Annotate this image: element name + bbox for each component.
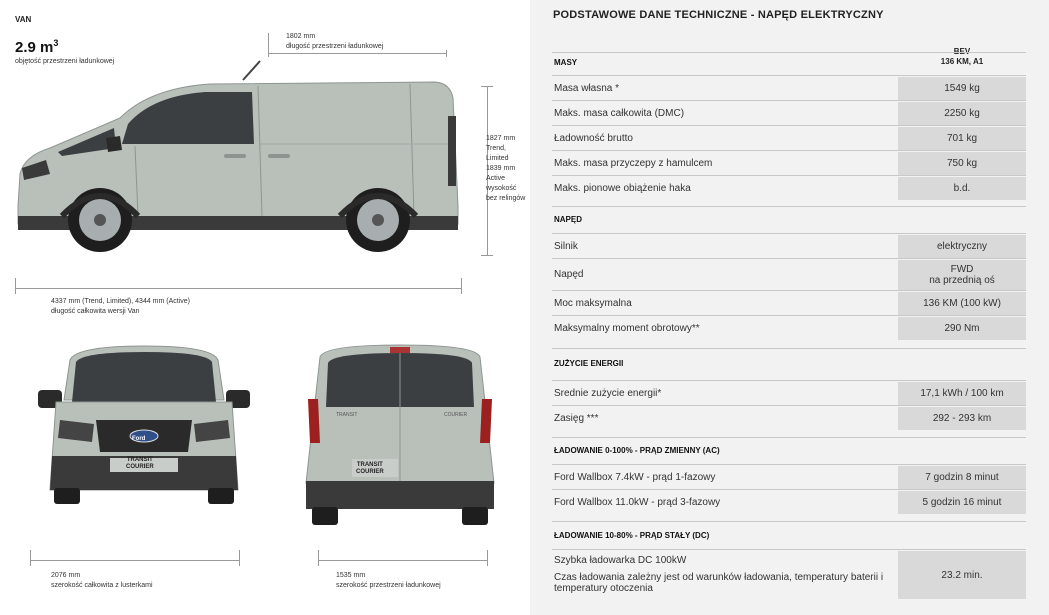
spec-label: Zasięg *** bbox=[554, 412, 599, 424]
spec-row bbox=[552, 405, 1026, 430]
spec-value: 1549 kg bbox=[898, 77, 1026, 100]
spec-value: 5 godzin 16 minut bbox=[898, 491, 1026, 514]
height-text: 1827 mm Trend, Limited 1839 mm Active wysokość bez relingów bbox=[486, 135, 526, 202]
spec-label: Szybka ładowarka DC 100kW Czas ładowania zależny jest od warunków ładowania, temperatury baterii i temperatury otoczenia bbox=[554, 555, 884, 594]
section-heading-ac: ŁADOWANIE 0-100% - PRĄD ZMIENNY (AC) bbox=[554, 446, 720, 455]
spec-label: Maks. masa całkowita (DMC) bbox=[554, 107, 685, 119]
spec-value: b.d. bbox=[898, 177, 1026, 200]
cargo-length-tick bbox=[268, 33, 269, 57]
spec-value: FWD na przednią oś bbox=[898, 260, 1026, 290]
spec-label: Moc maksymalna bbox=[554, 297, 632, 309]
cargo-width-text: 1535 mm szerokość przestrzeni ładunkowej bbox=[336, 572, 441, 589]
width-line bbox=[30, 560, 240, 561]
spec-row bbox=[552, 150, 1026, 175]
rear-left-badge: TRANSIT bbox=[336, 412, 358, 418]
spec-label: Silnik bbox=[554, 240, 578, 252]
spec-value: 292 - 293 km bbox=[898, 407, 1026, 430]
spec-row bbox=[552, 75, 1026, 100]
spec-row bbox=[552, 233, 1026, 258]
section-divider bbox=[552, 437, 1026, 438]
spec-value: 701 kg bbox=[898, 127, 1026, 150]
spec-label: Maksymalny moment obrotowy** bbox=[554, 322, 700, 334]
cargo-volume-value: 2.9 $m^3$ bbox=[15, 38, 59, 56]
total-length-tick bbox=[15, 278, 16, 294]
width-tick bbox=[239, 550, 240, 566]
rear-right-badge: COURIER bbox=[444, 412, 468, 418]
spec-row bbox=[552, 464, 1026, 489]
width-text: 2076 mm szerokość całkowita z lusterkami bbox=[51, 572, 153, 589]
section-divider bbox=[552, 206, 1026, 207]
ford-badge: Ford bbox=[132, 436, 146, 442]
spec-row bbox=[552, 290, 1026, 315]
vehicle-type-label: VAN bbox=[15, 15, 32, 24]
spec-value: 290 Nm bbox=[898, 317, 1026, 340]
cargo-length-text: 1802 mm długość przestrzeni ładunkowej bbox=[286, 33, 384, 50]
spec-table-panel bbox=[530, 0, 1049, 615]
spec-value: 750 kg bbox=[898, 152, 1026, 175]
spec-label: Ford Wallbox 7.4kW - prąd 1-fazowy bbox=[554, 471, 716, 483]
spec-label: Masa własna * bbox=[554, 82, 620, 94]
section-divider bbox=[552, 521, 1026, 522]
rear-model-plate: TRANSIT COURIER bbox=[356, 462, 384, 475]
spec-label: Ładowność brutto bbox=[554, 132, 633, 144]
spec-row bbox=[552, 100, 1026, 125]
cargo-volume-label: objętość przestrzeni ładunkowej bbox=[15, 58, 115, 65]
van-rear-view bbox=[300, 343, 500, 533]
height-tick bbox=[481, 255, 493, 256]
spec-row bbox=[552, 125, 1026, 150]
cargo-width-tick bbox=[487, 550, 488, 566]
spec-row bbox=[552, 258, 1026, 290]
section-divider bbox=[552, 52, 1026, 53]
spec-row bbox=[552, 549, 1026, 599]
section-divider bbox=[552, 348, 1026, 349]
cargo-width-line bbox=[318, 560, 488, 561]
spec-label: Napęd bbox=[554, 269, 584, 280]
spec-label: Maks. pionowe obiążenie haka bbox=[554, 182, 691, 194]
spec-value: 2250 kg bbox=[898, 102, 1026, 125]
section-heading-energy: ZUŻYCIE ENERGII bbox=[554, 359, 624, 368]
spec-title: PODSTAWOWE DANE TECHNICZNE - NAPĘD ELEKTRYCZNY bbox=[553, 9, 884, 21]
total-length-line bbox=[15, 288, 462, 289]
spec-label: Srednie zużycie energii* bbox=[554, 387, 662, 399]
cargo-length-line bbox=[268, 53, 446, 54]
spec-value: 23.2 min. bbox=[898, 551, 1026, 599]
section-heading-naped: NAPĘD bbox=[554, 215, 583, 224]
van-front-view bbox=[36, 340, 252, 510]
spec-value: 136 KM (100 kW) bbox=[898, 292, 1026, 315]
section-heading-dc: ŁADOWANIE 10-80% - PRĄD STAŁY (DC) bbox=[554, 531, 710, 540]
spec-row bbox=[552, 315, 1026, 340]
spec-label: Maks. masa przyczepy z hamulcem bbox=[554, 157, 713, 169]
spec-row bbox=[552, 489, 1026, 514]
spec-label: Ford Wallbox 11.0kW - prąd 3-fazowy bbox=[554, 496, 721, 508]
total-length-text: 4337 mm (Trend, Limited), 4344 mm (Active) długość całkowita wersji Van bbox=[51, 298, 191, 315]
spec-row bbox=[552, 175, 1026, 200]
height-tick bbox=[481, 86, 493, 87]
front-model-plate: TRANSIT COURIER bbox=[126, 457, 154, 470]
spec-value: elektryczny bbox=[898, 235, 1026, 258]
van-side-view bbox=[10, 56, 480, 256]
spec-value: 7 godzin 8 minut bbox=[898, 466, 1026, 489]
spec-row bbox=[552, 380, 1026, 405]
spec-value: 17,1 kWh / 100 km bbox=[898, 382, 1026, 405]
cargo-width-tick bbox=[318, 550, 319, 566]
width-tick bbox=[30, 550, 31, 566]
section-heading-masy: MASY bbox=[554, 58, 578, 67]
total-length-tick bbox=[461, 278, 462, 294]
column-header: BEV 136 KM, A1 bbox=[940, 47, 984, 66]
